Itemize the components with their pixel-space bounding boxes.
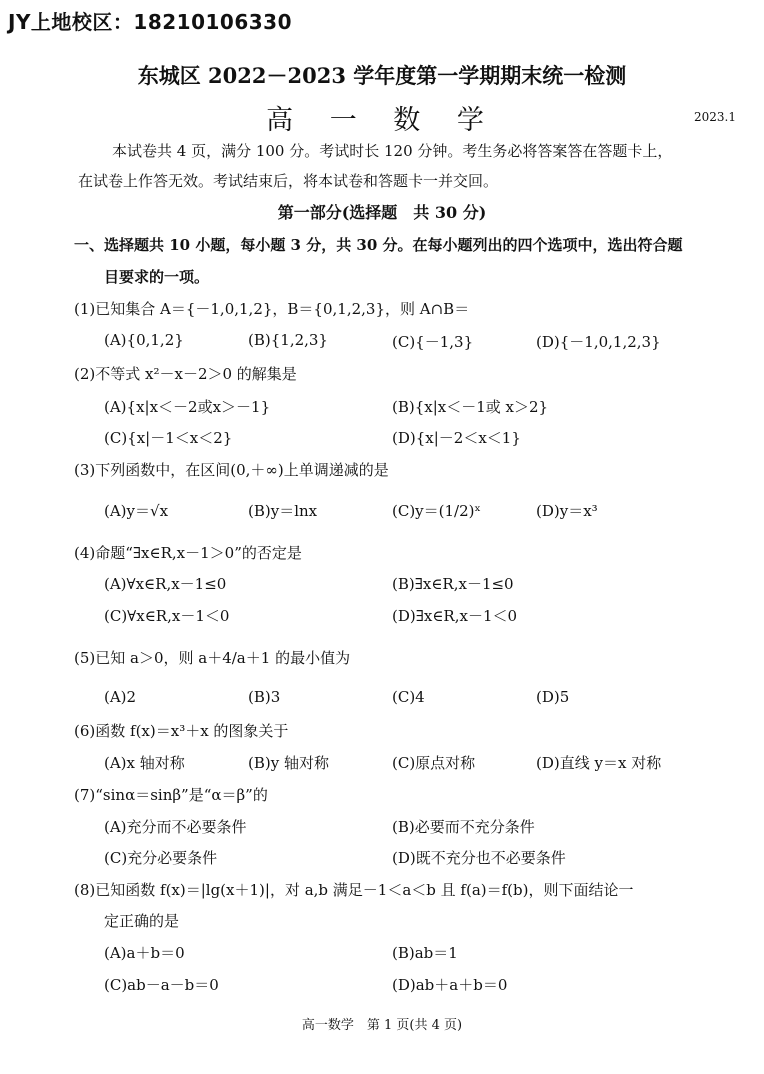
- page-footer: 高一数学 第 1 页(共 4 页): [301, 1018, 463, 1033]
- question-1-option-c: (C){－1,3}: [392, 333, 474, 351]
- question-3-option-c: (C)y＝(1/2)ˣ: [392, 502, 481, 520]
- question-2-stem: (2)不等式 x²－x－2＞0 的解集是: [74, 365, 297, 383]
- question-6-option-d: (D)直线 y＝x 对称: [536, 754, 662, 772]
- question-5-option-c: (C)4: [392, 688, 425, 706]
- subject-title: 高 一 数 学: [266, 105, 498, 136]
- question-6-option-a: (A)x 轴对称: [104, 754, 185, 772]
- instruction-line-1: 一、选择题共 10 小题，每小题 3 分，共 30 分。在每小题列出的四个选项中，选出符合题: [74, 236, 683, 254]
- question-7-option-c: (C)充分必要条件: [104, 849, 218, 867]
- question-4-option-b: (B)∃x∈R,x－1≤0: [392, 575, 514, 593]
- question-7-option-b: (B)必要而不充分条件: [392, 818, 535, 836]
- question-2-option-a: (A){x|x＜－2或x＞－1}: [104, 398, 271, 416]
- question-5-stem: (5)已知 a＞0，则 a＋4/a＋1 的最小值为: [74, 649, 351, 667]
- question-2-option-d: (D){x|－2＜x＜1}: [392, 429, 521, 447]
- question-3-stem: (3)下列函数中，在区间(0,＋∞)上单调递减的是: [74, 461, 389, 479]
- question-1-option-d: (D){－1,0,1,2,3}: [536, 333, 661, 351]
- question-8-option-d: (D)ab＋a＋b＝0: [392, 976, 508, 994]
- question-4-stem: (4)命题“∃x∈R,x－1＞0”的否定是: [74, 544, 302, 562]
- question-8-option-b: (B)ab＝1: [392, 944, 458, 962]
- question-8-option-a: (A)a＋b＝0: [104, 944, 185, 962]
- exam-title: 东城区 2022－2023 学年度第一学期期末统一检测: [137, 63, 627, 88]
- question-6-stem: (6)函数 f(x)＝x³＋x 的图象关于: [74, 722, 289, 740]
- question-4-option-a: (A)∀x∈R,x－1≤0: [104, 575, 227, 593]
- question-1-stem: (1)已知集合 A＝{－1,0,1,2}，B＝{0,1,2,3}，则 A∩B＝: [74, 300, 470, 318]
- header-contact: JY上地校区：18210106330: [8, 10, 292, 34]
- question-4-option-d: (D)∃x∈R,x－1＜0: [392, 607, 518, 625]
- question-7-option-d: (D)既不充分也不必要条件: [392, 849, 566, 867]
- intro-line-2: 在试卷上作答无效。考试结束后，将本试卷和答题卡一并交回。: [78, 172, 499, 190]
- question-8-stem-line-2: 定正确的是: [104, 912, 180, 930]
- question-1-option-a: (A){0,1,2}: [104, 331, 184, 349]
- question-4-option-c: (C)∀x∈R,x－1＜0: [104, 607, 230, 625]
- question-8-option-c: (C)ab－a－b＝0: [104, 976, 219, 994]
- question-5-option-b: (B)3: [248, 688, 281, 706]
- section-heading: 第一部分(选择题 共 30 分): [277, 203, 487, 222]
- question-5-option-d: (D)5: [536, 688, 570, 706]
- question-8-stem-line-1: (8)已知函数 f(x)＝|lg(x＋1)|，对 a,b 满足－1＜a＜b 且 f(a)＝f(b)，则下面结论一: [74, 881, 634, 899]
- question-3-option-a: (A)y＝√x: [104, 502, 169, 520]
- intro-line-1: 本试卷共 4 页，满分 100 分。考试时长 120 分钟。考生务必将答案答在答题卡上，: [112, 142, 673, 160]
- question-7-stem: (7)“sinα＝sinβ”是“α＝β”的: [74, 786, 268, 804]
- exam-date: 2023.1: [694, 110, 736, 124]
- question-3-option-b: (B)y＝lnx: [248, 502, 318, 520]
- question-2-option-c: (C){x|－1＜x＜2}: [104, 429, 233, 447]
- instruction-line-2: 目要求的一项。: [104, 268, 210, 286]
- question-1-option-b: (B){1,2,3}: [248, 331, 328, 349]
- question-6-option-b: (B)y 轴对称: [248, 754, 329, 772]
- question-2-option-b: (B){x|x＜－1或 x＞2}: [392, 398, 549, 416]
- question-6-option-c: (C)原点对称: [392, 754, 476, 772]
- question-3-option-d: (D)y＝x³: [536, 502, 598, 520]
- question-7-option-a: (A)充分而不必要条件: [104, 818, 247, 836]
- question-5-option-a: (A)2: [104, 688, 137, 706]
